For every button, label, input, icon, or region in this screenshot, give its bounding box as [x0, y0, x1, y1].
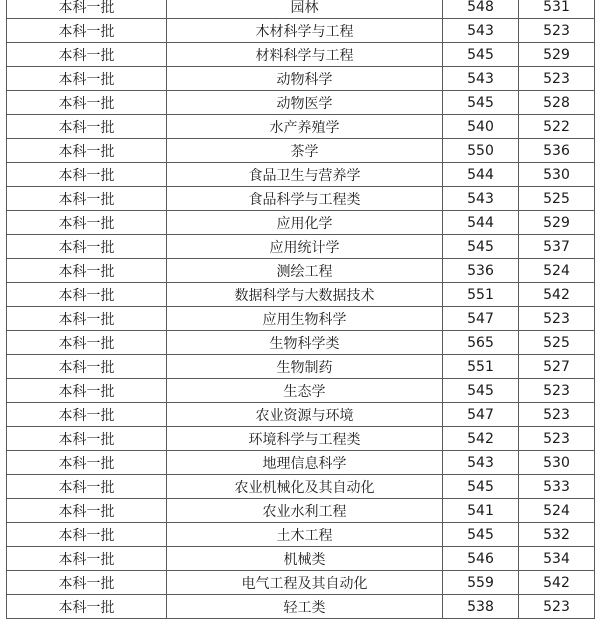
table-row	[7, 571, 595, 595]
max-score-cell: 546	[443, 547, 519, 571]
max-score-cell: 551	[443, 355, 519, 379]
batch-cell: 本科一批	[7, 355, 167, 379]
min-score-cell: 530	[519, 451, 595, 475]
batch-cell: 本科一批	[7, 91, 167, 115]
admission-scores-table	[6, 0, 595, 619]
batch-cell: 本科一批	[7, 139, 167, 163]
min-score-cell: 522	[519, 115, 595, 139]
min-score-cell: 523	[519, 19, 595, 43]
min-score-cell: 523	[519, 67, 595, 91]
batch-cell: 本科一批	[7, 427, 167, 451]
min-score-cell: 525	[519, 331, 595, 355]
min-score-cell: 531	[519, 0, 595, 19]
batch-cell: 本科一批	[7, 235, 167, 259]
major-cell: 电气工程及其自动化	[167, 571, 443, 595]
major-cell: 动物医学	[167, 91, 443, 115]
max-score-cell: 543	[443, 19, 519, 43]
table-row	[7, 115, 595, 139]
batch-cell: 本科一批	[7, 283, 167, 307]
table-row	[7, 259, 595, 283]
max-score-cell: 545	[443, 475, 519, 499]
batch-cell: 本科一批	[7, 595, 167, 619]
min-score-cell: 529	[519, 211, 595, 235]
major-cell: 测绘工程	[167, 259, 443, 283]
table-row	[7, 499, 595, 523]
table-row	[7, 139, 595, 163]
min-score-cell: 523	[519, 403, 595, 427]
table-row	[7, 43, 595, 67]
min-score-cell: 523	[519, 307, 595, 331]
major-cell: 农业水利工程	[167, 499, 443, 523]
min-score-cell: 534	[519, 547, 595, 571]
major-cell: 食品科学与工程类	[167, 187, 443, 211]
table-row	[7, 451, 595, 475]
batch-cell: 本科一批	[7, 571, 167, 595]
max-score-cell: 543	[443, 67, 519, 91]
table-row	[7, 211, 595, 235]
batch-cell: 本科一批	[7, 547, 167, 571]
min-score-cell: 536	[519, 139, 595, 163]
major-cell: 农业机械化及其自动化	[167, 475, 443, 499]
table-body	[7, 0, 595, 619]
max-score-cell: 545	[443, 235, 519, 259]
min-score-cell: 525	[519, 187, 595, 211]
table-row	[7, 19, 595, 43]
min-score-cell: 533	[519, 475, 595, 499]
table-row	[7, 283, 595, 307]
major-cell: 木材科学与工程	[167, 19, 443, 43]
max-score-cell: 544	[443, 163, 519, 187]
table-row	[7, 91, 595, 115]
batch-cell: 本科一批	[7, 403, 167, 427]
min-score-cell: 528	[519, 91, 595, 115]
table-row	[7, 475, 595, 499]
max-score-cell: 551	[443, 283, 519, 307]
major-cell: 应用统计学	[167, 235, 443, 259]
max-score-cell: 545	[443, 379, 519, 403]
max-score-cell: 548	[443, 0, 519, 19]
max-score-cell: 545	[443, 43, 519, 67]
major-cell: 土木工程	[167, 523, 443, 547]
min-score-cell: 532	[519, 523, 595, 547]
batch-cell: 本科一批	[7, 67, 167, 91]
min-score-cell: 542	[519, 283, 595, 307]
max-score-cell: 547	[443, 403, 519, 427]
batch-cell: 本科一批	[7, 43, 167, 67]
batch-cell: 本科一批	[7, 187, 167, 211]
max-score-cell: 545	[443, 91, 519, 115]
min-score-cell: 523	[519, 379, 595, 403]
batch-cell: 本科一批	[7, 163, 167, 187]
table-row	[7, 595, 595, 619]
max-score-cell: 540	[443, 115, 519, 139]
major-cell: 动物科学	[167, 67, 443, 91]
major-cell: 应用化学	[167, 211, 443, 235]
max-score-cell: 545	[443, 523, 519, 547]
major-cell: 农业资源与环境	[167, 403, 443, 427]
major-cell: 园林	[167, 0, 443, 19]
max-score-cell: 565	[443, 331, 519, 355]
max-score-cell: 538	[443, 595, 519, 619]
min-score-cell: 524	[519, 499, 595, 523]
major-cell: 数据科学与大数据技术	[167, 283, 443, 307]
max-score-cell: 543	[443, 451, 519, 475]
major-cell: 地理信息科学	[167, 451, 443, 475]
table-row	[7, 427, 595, 451]
table-row	[7, 355, 595, 379]
batch-cell: 本科一批	[7, 331, 167, 355]
table-row	[7, 547, 595, 571]
min-score-cell: 537	[519, 235, 595, 259]
table-row	[7, 67, 595, 91]
major-cell: 茶学	[167, 139, 443, 163]
table-row	[7, 379, 595, 403]
major-cell: 应用生物科学	[167, 307, 443, 331]
batch-cell: 本科一批	[7, 499, 167, 523]
table-row	[7, 163, 595, 187]
major-cell: 轻工类	[167, 595, 443, 619]
batch-cell: 本科一批	[7, 475, 167, 499]
max-score-cell: 536	[443, 259, 519, 283]
batch-cell: 本科一批	[7, 379, 167, 403]
major-cell: 生物制药	[167, 355, 443, 379]
table-row	[7, 403, 595, 427]
major-cell: 生态学	[167, 379, 443, 403]
max-score-cell: 543	[443, 187, 519, 211]
batch-cell: 本科一批	[7, 211, 167, 235]
batch-cell: 本科一批	[7, 307, 167, 331]
table-row	[7, 331, 595, 355]
min-score-cell: 529	[519, 43, 595, 67]
batch-cell: 本科一批	[7, 259, 167, 283]
batch-cell: 本科一批	[7, 0, 167, 19]
table-row	[7, 235, 595, 259]
major-cell: 食品卫生与营养学	[167, 163, 443, 187]
major-cell: 水产养殖学	[167, 115, 443, 139]
table-row	[7, 0, 595, 19]
table-row	[7, 307, 595, 331]
min-score-cell: 523	[519, 427, 595, 451]
min-score-cell: 523	[519, 595, 595, 619]
batch-cell: 本科一批	[7, 451, 167, 475]
min-score-cell: 542	[519, 571, 595, 595]
max-score-cell: 544	[443, 211, 519, 235]
major-cell: 材料科学与工程	[167, 43, 443, 67]
batch-cell: 本科一批	[7, 523, 167, 547]
table-row	[7, 187, 595, 211]
major-cell: 生物科学类	[167, 331, 443, 355]
table-row	[7, 523, 595, 547]
max-score-cell: 559	[443, 571, 519, 595]
max-score-cell: 550	[443, 139, 519, 163]
min-score-cell: 524	[519, 259, 595, 283]
min-score-cell: 530	[519, 163, 595, 187]
major-cell: 机械类	[167, 547, 443, 571]
min-score-cell: 527	[519, 355, 595, 379]
max-score-cell: 542	[443, 427, 519, 451]
major-cell: 环境科学与工程类	[167, 427, 443, 451]
max-score-cell: 547	[443, 307, 519, 331]
max-score-cell: 541	[443, 499, 519, 523]
batch-cell: 本科一批	[7, 19, 167, 43]
batch-cell: 本科一批	[7, 115, 167, 139]
